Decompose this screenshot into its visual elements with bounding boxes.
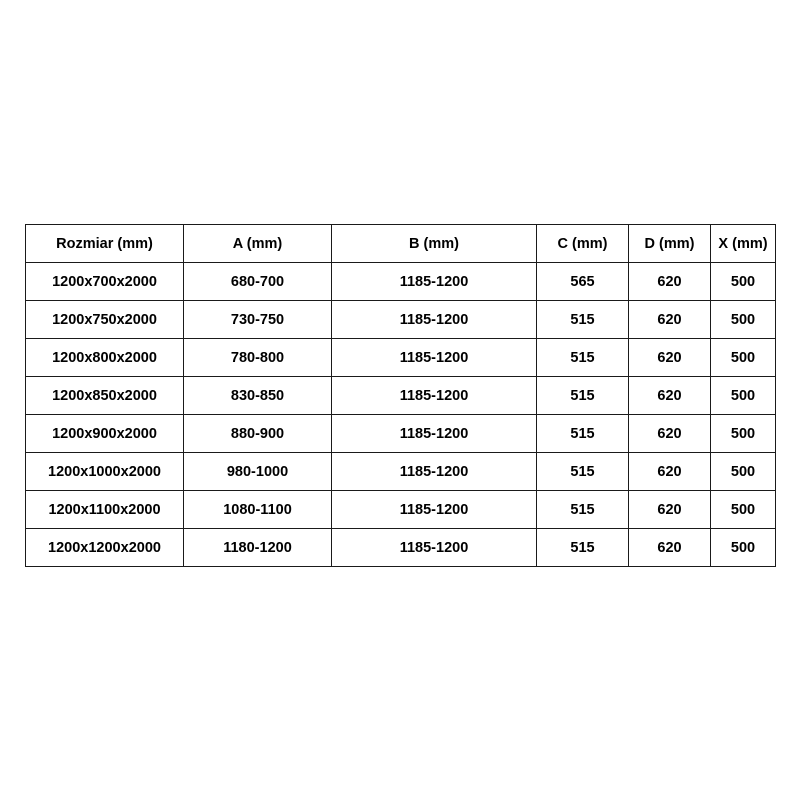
column-header-rozmiar: Rozmiar (mm): [26, 225, 184, 263]
cell-c: 515: [537, 491, 629, 529]
cell-a: 1180-1200: [184, 529, 332, 567]
cell-size: 1200x850x2000: [26, 377, 184, 415]
cell-c: 515: [537, 415, 629, 453]
table-row: [26, 415, 776, 453]
table-row: [26, 491, 776, 529]
cell-b: 1185-1200: [332, 529, 537, 567]
cell-b: 1185-1200: [332, 377, 537, 415]
cell-d: 620: [629, 339, 711, 377]
column-header-a: A (mm): [184, 225, 332, 263]
cell-c: 515: [537, 453, 629, 491]
table-header-row: [26, 225, 776, 263]
table-row: [26, 263, 776, 301]
table-row: [26, 339, 776, 377]
cell-a: 680-700: [184, 263, 332, 301]
cell-x: 500: [711, 377, 776, 415]
cell-x: 500: [711, 529, 776, 567]
cell-b: 1185-1200: [332, 339, 537, 377]
column-header-c: C (mm): [537, 225, 629, 263]
cell-b: 1185-1200: [332, 415, 537, 453]
cell-size: 1200x900x2000: [26, 415, 184, 453]
cell-x: 500: [711, 415, 776, 453]
cell-d: 620: [629, 263, 711, 301]
table-row: [26, 453, 776, 491]
cell-size: 1200x1100x2000: [26, 491, 184, 529]
cell-a: 780-800: [184, 339, 332, 377]
cell-b: 1185-1200: [332, 263, 537, 301]
cell-d: 620: [629, 491, 711, 529]
column-header-d: D (mm): [629, 225, 711, 263]
cell-a: 1080-1100: [184, 491, 332, 529]
cell-c: 515: [537, 377, 629, 415]
cell-x: 500: [711, 301, 776, 339]
cell-x: 500: [711, 453, 776, 491]
cell-size: 1200x750x2000: [26, 301, 184, 339]
cell-size: 1200x1200x2000: [26, 529, 184, 567]
cell-size: 1200x1000x2000: [26, 453, 184, 491]
cell-d: 620: [629, 529, 711, 567]
cell-c: 515: [537, 529, 629, 567]
column-header-b: B (mm): [332, 225, 537, 263]
dimensions-table: [25, 224, 776, 567]
cell-size: 1200x800x2000: [26, 339, 184, 377]
cell-d: 620: [629, 415, 711, 453]
cell-b: 1185-1200: [332, 301, 537, 339]
cell-b: 1185-1200: [332, 491, 537, 529]
cell-x: 500: [711, 339, 776, 377]
cell-c: 515: [537, 301, 629, 339]
cell-d: 620: [629, 453, 711, 491]
table-row: [26, 377, 776, 415]
table-row: [26, 529, 776, 567]
cell-c: 565: [537, 263, 629, 301]
cell-b: 1185-1200: [332, 453, 537, 491]
cell-a: 980-1000: [184, 453, 332, 491]
cell-x: 500: [711, 491, 776, 529]
cell-c: 515: [537, 339, 629, 377]
table-row: [26, 301, 776, 339]
cell-a: 730-750: [184, 301, 332, 339]
cell-a: 830-850: [184, 377, 332, 415]
cell-d: 620: [629, 301, 711, 339]
size-table-container: [25, 224, 775, 567]
cell-x: 500: [711, 263, 776, 301]
cell-d: 620: [629, 377, 711, 415]
cell-a: 880-900: [184, 415, 332, 453]
column-header-x: X (mm): [711, 225, 776, 263]
cell-size: 1200x700x2000: [26, 263, 184, 301]
